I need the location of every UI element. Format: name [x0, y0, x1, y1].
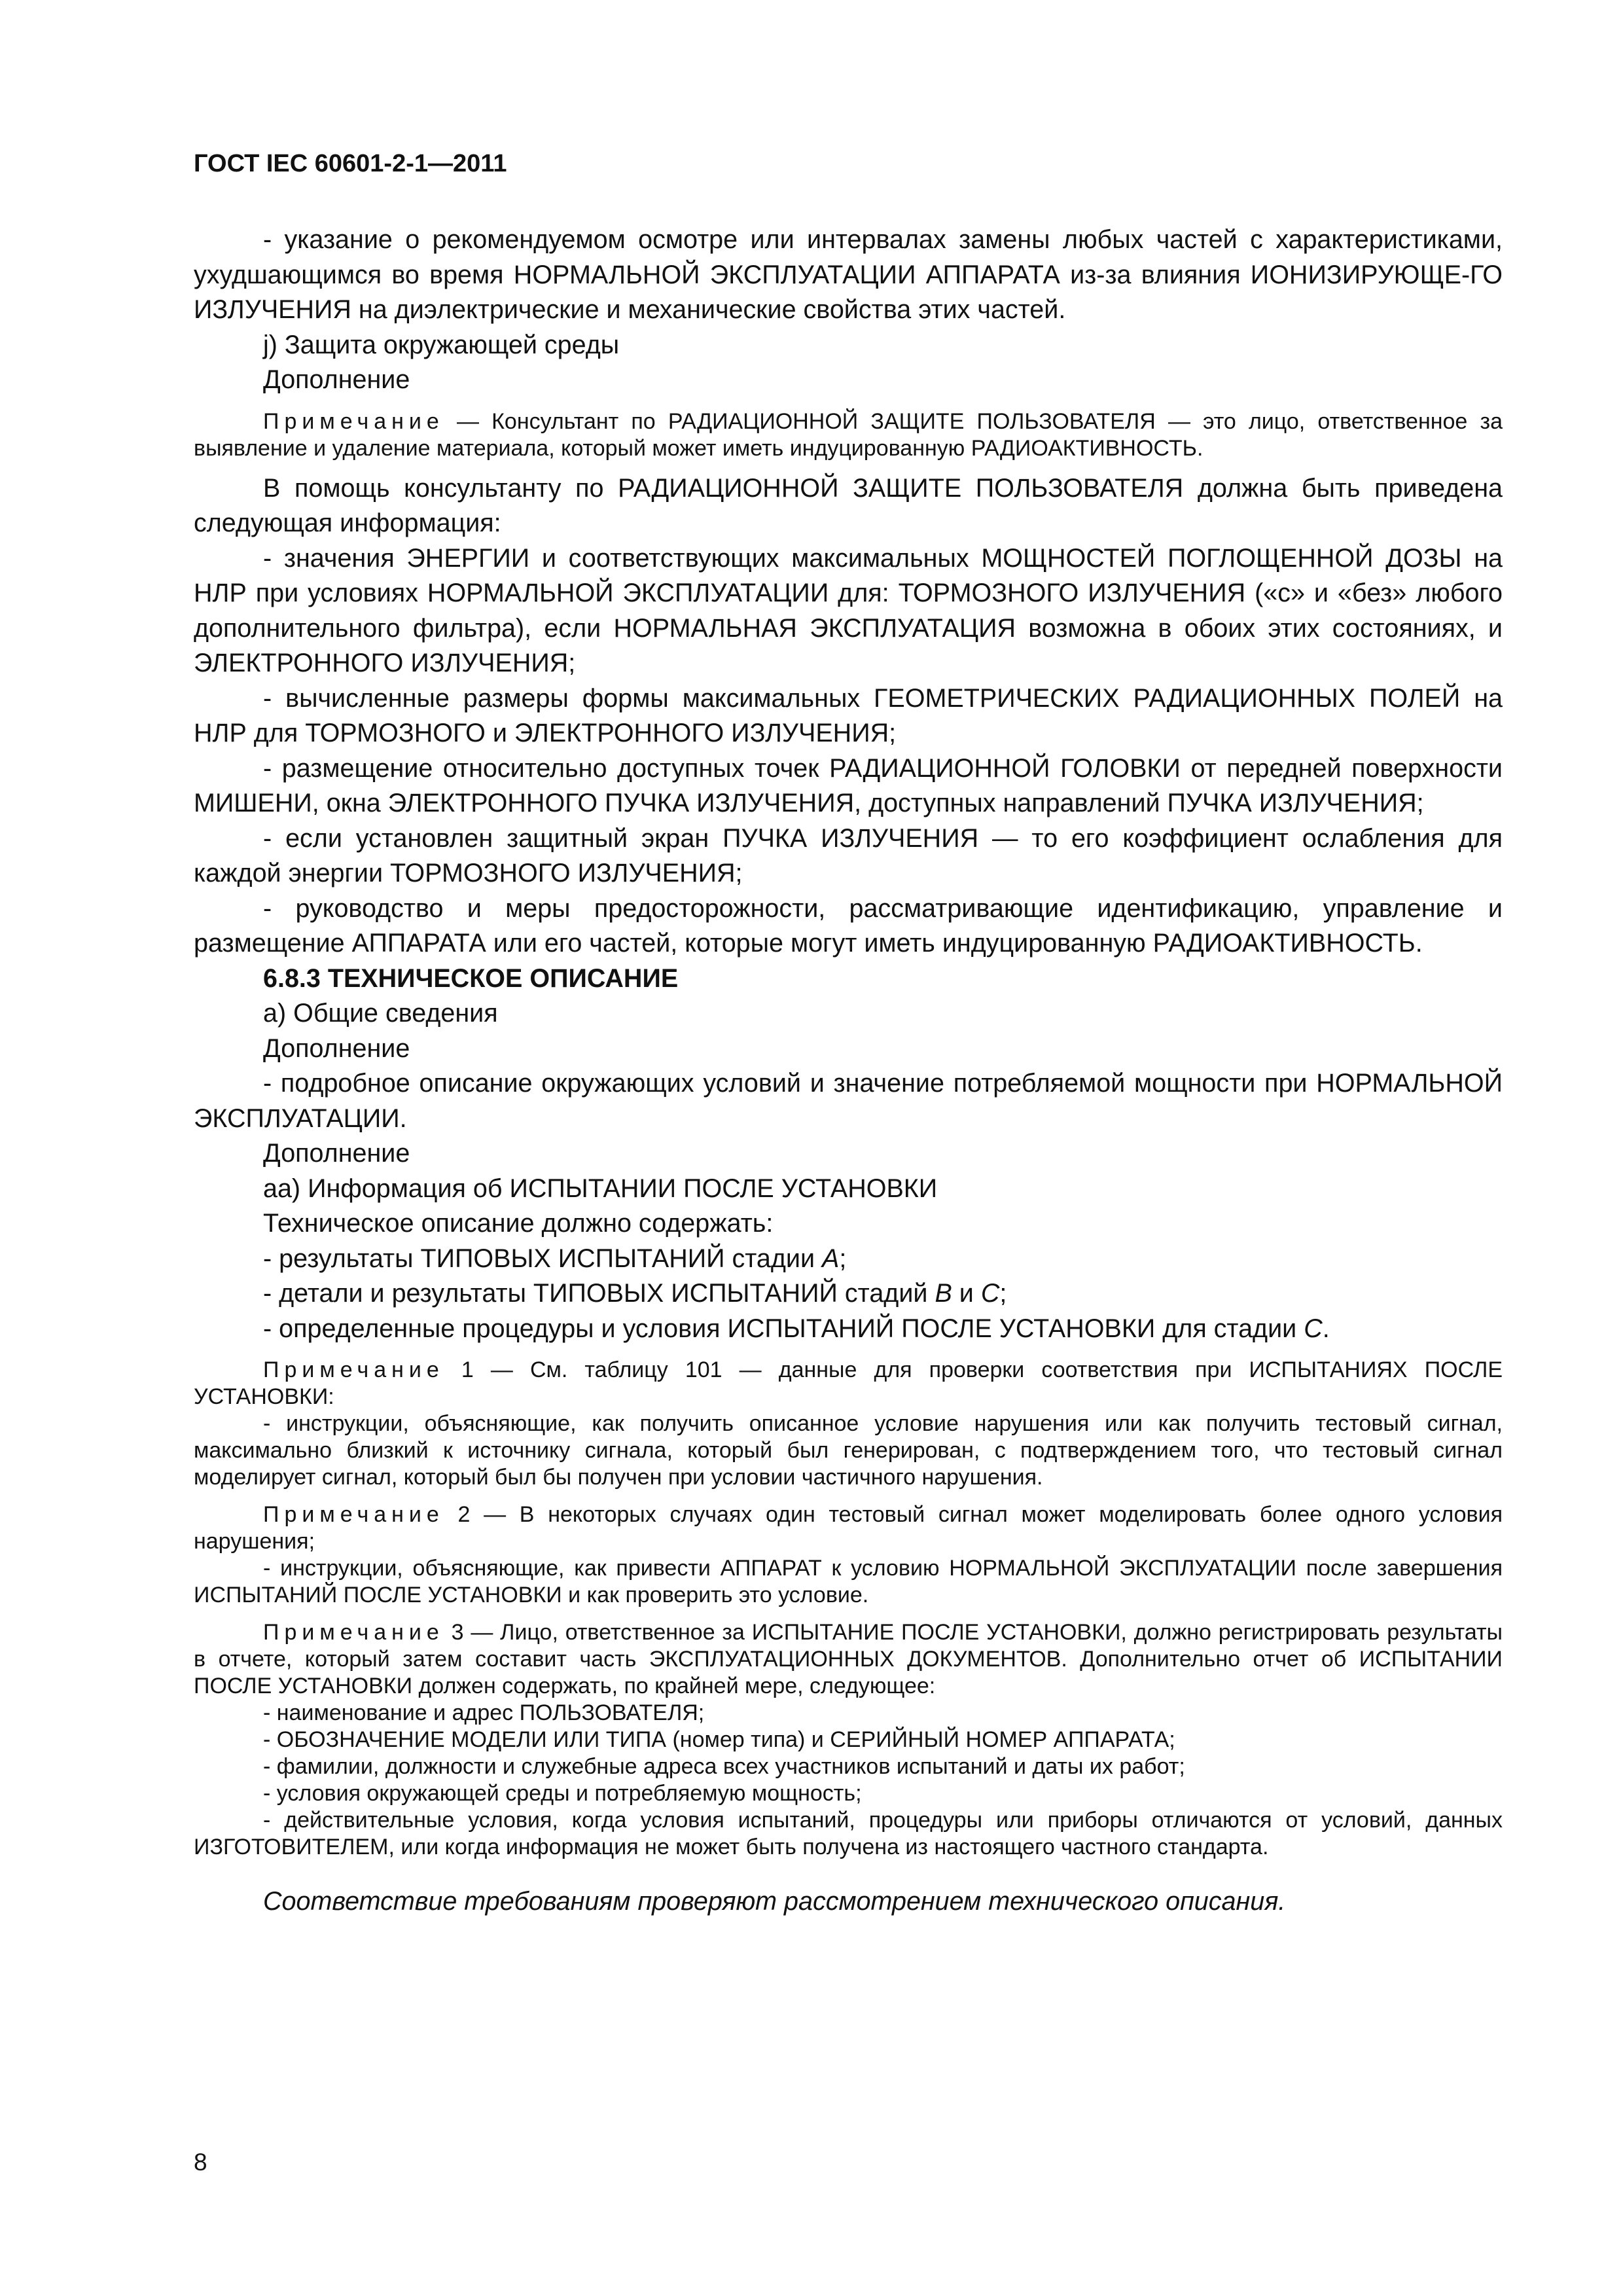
paragraph-inspection-intervals: - указание о рекомендуемом осмотре или интервалах замены любых частей с характеристиками, ухудшающимся во время НОРМАЛЬНОЙ ЭКСПЛУАТАЦИИ АППАРАТА из-за влияния ИОНИЗИРУЮЩЕ-ГО ИЗЛУЧЕНИЯ на диэлектрические и механические свойства этих частей.: [194, 225, 1503, 324]
paragraph-addition-3: Дополнение: [263, 1139, 410, 1168]
note-label: Примечание: [263, 408, 444, 434]
paragraph-consultant-info: В помощь консультанту по РАДИАЦИОННОЙ ЗАЩИТЕ ПОЛЬЗОВАТЕЛЯ должна быть приведена следующая информация:: [194, 473, 1503, 537]
paragraph-addition-1: Дополнение: [263, 365, 410, 394]
list-item-energy-values: - значения ЭНЕРГИИ и соответствующих максимальных МОЩНОСТЕЙ ПОГЛОЩЕННОЙ ДОЗЫ на НЛР при условиях НОРМАЛЬНОЙ ЭКСПЛУАТАЦИИ для: ТОРМОЗНОГО ИЗЛУЧЕНИЯ («с» и «без» любого дополнительного фильтра), если НОРМАЛЬНАЯ ЭКСПЛУАТАЦИЯ возможна в обоих этих состояниях, и ЭЛЕКТРОННОГО ИЗЛУЧЕНИЯ;: [194, 543, 1503, 677]
list-item-procedures-c: - определенные процедуры и условия ИСПЫТАНИЙ ПОСЛЕ УСТАНОВКИ для стадии С.: [263, 1314, 1330, 1343]
note-3: [194, 1619, 1503, 1861]
note-label: Примечание: [263, 1357, 444, 1382]
paragraph-environment-protection: j) Защита окружающей среды: [263, 330, 620, 359]
list-item-environment-description: - подробное описание окружающих условий и значение потребляемой мощности при НОРМАЛЬНОЙ ЭКСПЛУАТАЦИИ.: [194, 1069, 1503, 1133]
note-item-model-type: - ОБОЗНАЧЕНИЕ МОДЕЛИ ИЛИ ТИПА (номер типа) и СЕРИЙНЫЙ НОМЕР АППАРАТА;: [263, 1727, 1175, 1752]
page-number: 8: [194, 2149, 207, 2176]
note-text: 3 — Лицо, ответственное за ИСПЫТАНИЕ ПОСЛЕ УСТАНОВКИ, должно регистрировать результаты в отчете, который затем составит часть ЭКСПЛУАТАЦИОННЫХ ДОКУМЕНТОВ. Дополнительно отчет об ИСПЫТАНИИ ПОСЛЕ УСТАНОВКИ должен содержать, по крайней мере, следующее:: [194, 1620, 1503, 1698]
note-item-instructions-normal: - инструкции, объясняющие, как привести АППАРАТ к условию НОРМАЛЬНОЙ ЭКСПЛУАТАЦИИ после завершения ИСПЫТАНИЙ ПОСЛЕ УСТАНОВКИ и как проверить это условие.: [194, 1556, 1503, 1607]
document-header: ГОСТ IEC 60601-2-1—2011: [194, 150, 507, 177]
list-item-precautions: - руководство и меры предосторожности, рассматривающие идентификацию, управление и размещение АППАРАТА или его частей, которые могут иметь индуцированную РАДИОАКТИВНОСТЬ.: [194, 893, 1503, 958]
document-body: [194, 223, 1503, 1920]
note-text: 2 — В некоторых случаях один тестовый сигнал может моделировать более одного условия нарушения;: [194, 1502, 1503, 1554]
note-2: [194, 1501, 1503, 1609]
note-item-participants: - фамилии, должности и служебные адреса всех участников испытаний и даты их работ;: [263, 1754, 1185, 1779]
list-item-shield: - если установлен защитный экран ПУЧКА ИЗЛУЧЕНИЯ — то его коэффициент ослабления для каждой энергии ТОРМОЗНОГО ИЗЛУЧЕНИЯ;: [194, 823, 1503, 888]
note-text: 1 — См. таблицу 101 — данные для проверки соответствия при ИСПЫТАНИЯХ ПОСЛЕ УСТАНОВКИ:: [194, 1357, 1503, 1409]
list-item-placement: - размещение относительно доступных точек РАДИАЦИОННОЙ ГОЛОВКИ от передней поверхности МИШЕНИ, окна ЭЛЕКТРОННОГО ПУЧКА ИЗЛУЧЕНИЯ, доступных направлений ПУЧКА ИЗЛУЧЕНИЯ;: [194, 753, 1503, 817]
paragraph-general-info: а) Общие сведения: [263, 999, 498, 1028]
note-item-instructions-signal: - инструкции, объясняющие, как получить описанное условие нарушения или как получить тестовый сигнал, максимально близкий к источнику сигнала, который был генерирован, с подтверждением того, что тестовый сигнал моделирует сигнал, который был бы получен при условии частичного нарушения.: [194, 1411, 1503, 1490]
list-item-type-tests-bc: - детали и результаты ТИПОВЫХ ИСПЫТАНИЙ стадий В и С;: [263, 1279, 1007, 1308]
note-item-environment: - условия окружающей среды и потребляемую мощность;: [263, 1781, 862, 1806]
paragraph-technical-description-contents: Техническое описание должно содержать:: [263, 1209, 774, 1238]
note-1: [194, 1357, 1503, 1491]
list-item-field-sizes: - вычисленные размеры формы максимальных ГЕОМЕТРИЧЕСКИХ РАДИАЦИОННЫХ ПОЛЕЙ на НЛР для ТОРМОЗНОГО и ЭЛЕКТРОННОГО ИЗЛУЧЕНИЯ;: [194, 683, 1503, 747]
note-item-actual-conditions: - действительные условия, когда условия испытаний, процедуры или приборы отличаются от условий, данных ИЗГОТОВИТЕЛЕМ, или когда информация не может быть получена из настоящего частного стандарта.: [194, 1808, 1503, 1859]
paragraph-post-installation-info: аа) Информация об ИСПЫТАНИИ ПОСЛЕ УСТАНОВКИ: [263, 1174, 938, 1203]
note-text: — Консультант по РАДИАЦИОННОЙ ЗАЩИТЕ ПОЛЬЗОВАТЕЛЯ — это лицо, ответственное за выявление и удаление материала, который может иметь индуцированную РАДИОАКТИВНОСТЬ.: [194, 408, 1503, 461]
paragraph-addition-2: Дополнение: [263, 1033, 410, 1063]
section-heading-technical-description: 6.8.3 ТЕХНИЧЕСКОЕ ОПИСАНИЕ: [263, 963, 679, 993]
conformance-statement: Соответствие требованиям проверяют рассмотрением технического описания.: [263, 1887, 1286, 1916]
note-radiation-consultant: [194, 408, 1503, 462]
note-label: Примечание: [263, 1620, 444, 1645]
note-label: Примечание: [263, 1502, 444, 1527]
list-item-type-tests-a: - результаты ТИПОВЫХ ИСПЫТАНИЙ стадии А;: [263, 1244, 847, 1273]
note-item-user-address: - наименование и адрес ПОЛЬЗОВАТЕЛЯ;: [263, 1700, 705, 1725]
